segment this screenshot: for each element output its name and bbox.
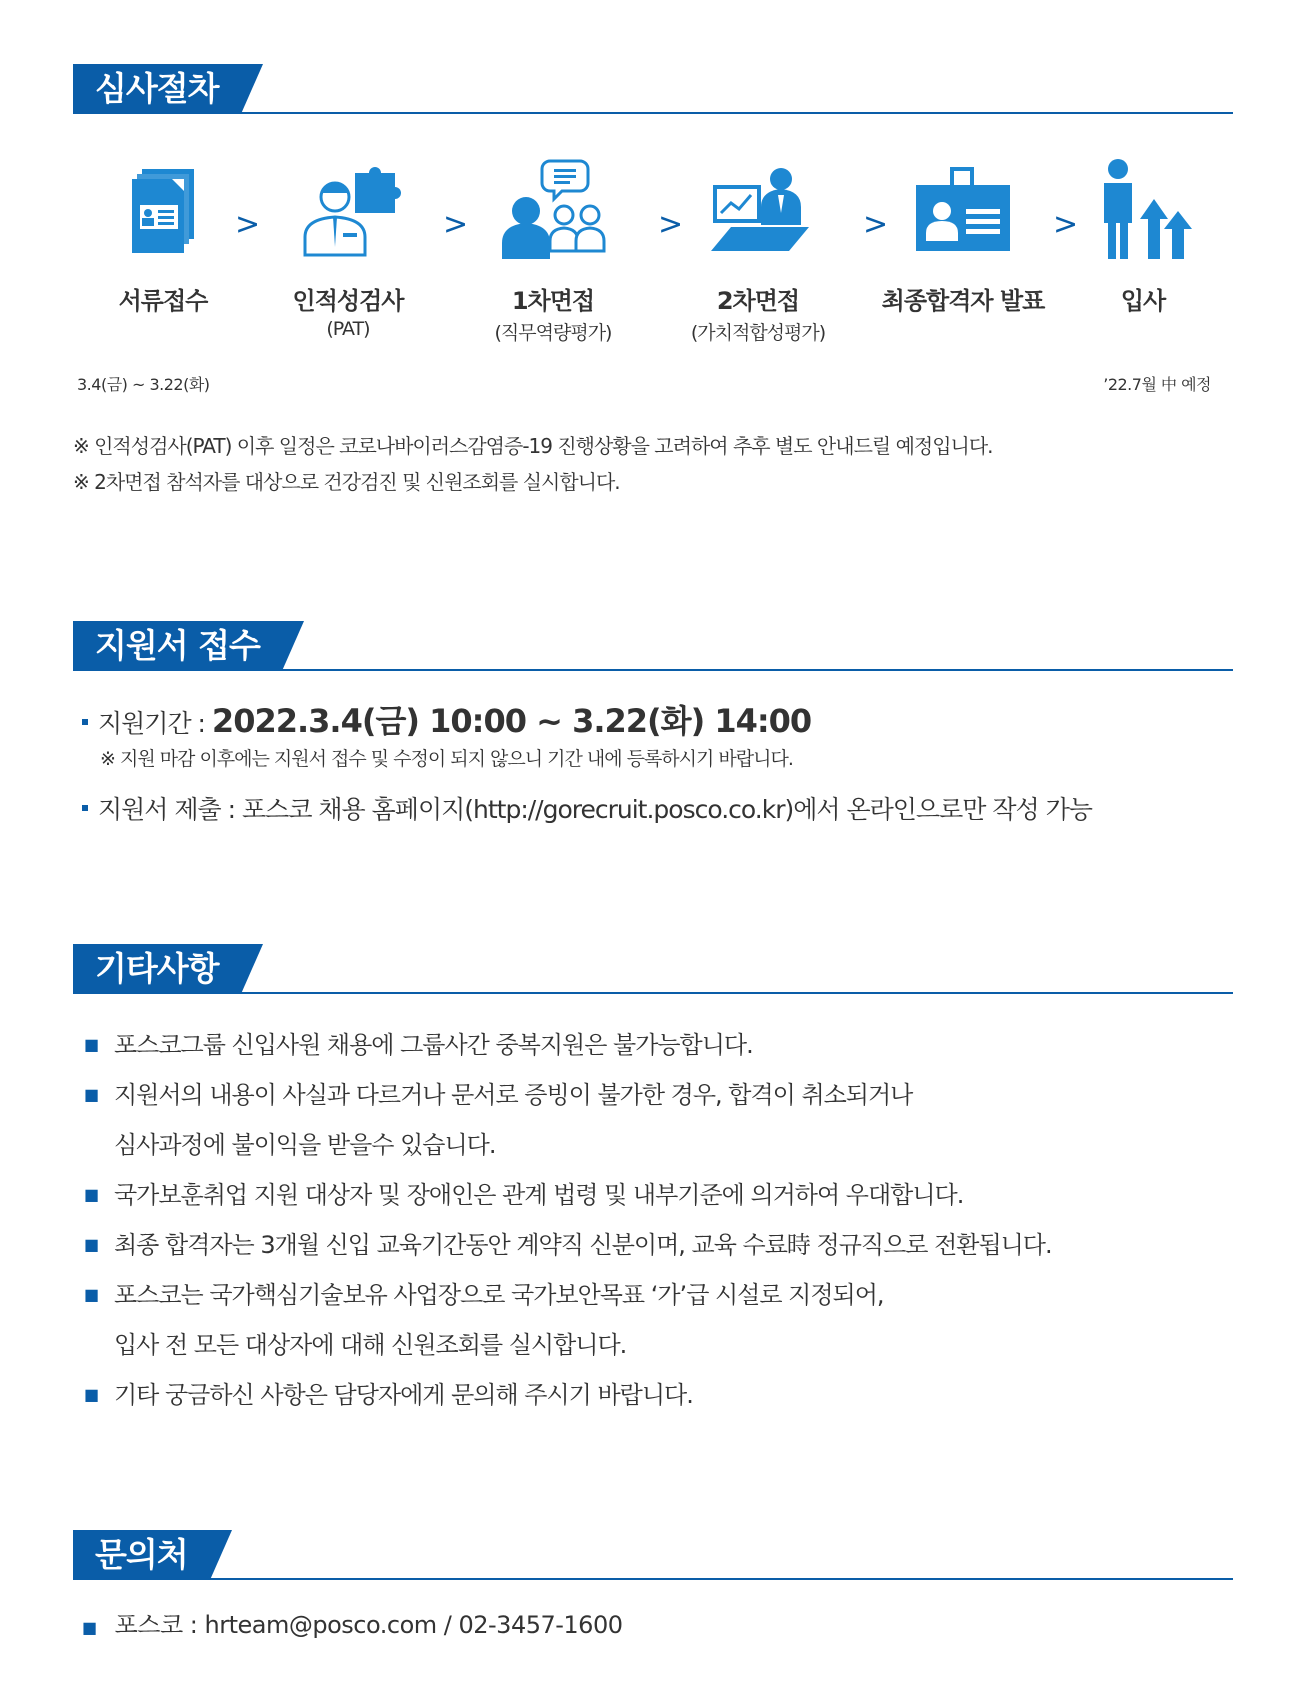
presentation-desk-icon <box>703 155 813 265</box>
application-date-range: 3.4(금) ~ 3.22(화) <box>77 375 210 394</box>
section-header-process <box>73 64 1233 114</box>
step-label: 1차면접 <box>511 287 595 315</box>
process-note: ※ 인적성검사(PAT) 이후 일정은 코로나바이러스감염증-19 진행상황을 고려하여 추후 별도 안내드릴 예정입니다. <box>73 434 993 458</box>
section-header-etc <box>73 944 1233 994</box>
section-divider <box>73 1578 1233 1580</box>
step-final-announcement <box>873 155 1053 318</box>
bullet: ■ <box>84 1385 99 1404</box>
step-label: 최종합격자 발표 <box>881 287 1045 315</box>
person-puzzle-icon <box>293 155 403 265</box>
section-divider <box>73 992 1233 994</box>
step-label: 2차면접 <box>716 287 800 315</box>
step-joining <box>1053 155 1233 318</box>
person-growth-arrows-icon <box>1088 155 1198 265</box>
section-header-application <box>73 621 1233 671</box>
bullet: ■ <box>84 1035 99 1054</box>
list-item: ■ 최종 합격자는 3개월 신입 교육기간동안 계약직 신분이며, 교육 수료時 정규직으로 전환됩니다. <box>82 1220 1212 1270</box>
step-document-submission <box>73 155 253 318</box>
step-label: 입사 <box>1120 287 1166 315</box>
bullet: ■ <box>84 1185 99 1204</box>
bullet <box>82 805 88 811</box>
application-submission <box>82 790 1092 826</box>
step-first-interview <box>463 155 643 345</box>
process-note: ※ 2차면접 참석자를 대상으로 건강검진 및 신원조회를 실시합니다. <box>73 470 620 494</box>
step-second-interview <box>668 155 848 345</box>
step-sublabel: (직무역량평가) <box>494 322 612 344</box>
list-item: ■ 기타 궁금하신 사항은 담당자에게 문의해 주시기 바랍니다. <box>82 1370 1212 1420</box>
chevron-right-icon: > <box>235 207 261 242</box>
submission-text: 지원서 제출 : 포스코 채용 홈페이지(http://gorecruit.posco.co.kr)에서 온라인으로만 작성 가능 <box>98 795 1092 824</box>
section-title: 기타사항 <box>73 944 241 994</box>
bullet: ■ <box>84 1235 99 1254</box>
period-value: 2022.3.4(금) 10:00 ~ 3.22(화) 14:00 <box>211 702 812 740</box>
section-divider <box>73 112 1233 114</box>
contact-text[interactable]: 포스코 : hrteam@posco.com / 02-3457-1600 <box>114 1611 623 1639</box>
section-divider <box>73 669 1233 671</box>
chevron-right-icon: > <box>443 207 469 242</box>
chevron-right-icon: > <box>863 207 889 242</box>
contact-info <box>82 1605 623 1640</box>
list-item: ■ 지원서의 내용이 사실과 다르거나 문서로 증빙이 불가한 경우, 합격이 취소되거나 심사과정에 불이익을 받을수 있습니다. <box>82 1070 1212 1170</box>
chevron-right-icon: > <box>1053 207 1079 242</box>
application-period <box>82 696 811 742</box>
list-item: ■ 포스코그룹 신입사원 채용에 그룹사간 중복지원은 불가능합니다. <box>82 1020 1212 1070</box>
step-sublabel: (가치적합성평가) <box>690 322 826 344</box>
period-label: 지원기간 : <box>98 709 212 738</box>
bullet: ■ <box>84 1085 99 1104</box>
id-card-icon <box>908 155 1018 265</box>
list-item: ■ 포스코는 국가핵심기술보유 사업장으로 국가보안목표 ‘가’급 시설로 지정되어, 입사 전 모든 대상자에 대해 신원조회를 실시합니다. <box>82 1270 1212 1370</box>
joining-date: ’22.7월 中 예정 <box>1103 375 1211 394</box>
period-note: ※ 지원 마감 이후에는 지원서 접수 및 수정이 되지 않으니 기간 내에 등록하시기 바랍니다. <box>100 748 793 770</box>
bullet: ■ <box>84 1285 99 1304</box>
bullet: ■ <box>82 1618 97 1637</box>
etc-list <box>82 1020 1212 1420</box>
process-steps <box>73 155 1233 385</box>
section-header-contact <box>73 1530 1233 1580</box>
section-title: 심사절차 <box>73 64 241 114</box>
list-item: ■ 국가보훈취업 지원 대상자 및 장애인은 관계 법령 및 내부기준에 의거하여 우대합니다. <box>82 1170 1212 1220</box>
chevron-right-icon: > <box>658 207 684 242</box>
section-title: 문의처 <box>73 1530 210 1580</box>
step-label: 서류접수 <box>118 287 208 315</box>
interview-group-icon <box>498 155 608 265</box>
step-aptitude-test <box>258 155 438 340</box>
step-sublabel: (PAT) <box>326 318 370 340</box>
document-stack-icon <box>108 155 218 265</box>
step-label: 인적성검사 <box>292 287 404 315</box>
section-title: 지원서 접수 <box>73 621 282 671</box>
bullet <box>82 719 88 725</box>
